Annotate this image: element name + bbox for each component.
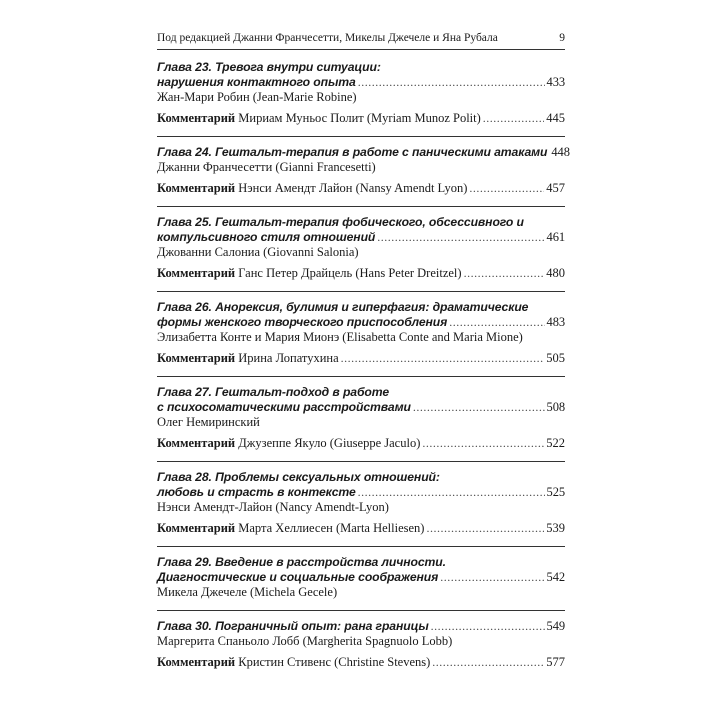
chapter-author: Джанни Франчесетти (Gianni Francesetti): [157, 160, 376, 174]
comment-line: [157, 111, 565, 126]
chapter-title: [157, 300, 565, 330]
comment-label: Комментарий: [157, 655, 236, 669]
comment-label: Комментарий: [157, 266, 236, 280]
comment-author: Джузеппе Якуло (Giuseppe Jaculo): [238, 436, 421, 450]
chapter-title: [157, 215, 565, 245]
chapter-title-line: Глава 24. Гештальт-терапия в работе с паническими атаками: [157, 145, 548, 159]
dot-leader: [413, 400, 545, 415]
chapter-title-last-line: [157, 570, 565, 585]
chapter-title-last-line: [157, 315, 565, 330]
dot-leader: [422, 436, 544, 451]
chapter-title-line: Глава 29. Введение в расстройства личности.: [157, 555, 446, 569]
comment-label: Комментарий: [157, 436, 236, 450]
comment-page-number: 577: [546, 655, 565, 669]
chapter-title-line: компульсивного стиля отношений: [157, 230, 376, 244]
chapter-title: [157, 60, 565, 90]
chapter-title: [157, 470, 565, 500]
dot-leader: [464, 266, 545, 281]
chapter-author: Элизабетта Конте и Мария Мионэ (Elisabetta Conte and Maria Mione): [157, 330, 523, 344]
chapter-title-line: Глава 27. Гештальт-подход в работе: [157, 385, 390, 399]
chapter-title-last-line: [157, 75, 565, 90]
chapter-author: Маргерита Спаньоло Лобб (Margherita Spagnuolo Lobb): [157, 634, 453, 648]
chapter-title-last-line: [157, 485, 565, 500]
toc-entry[interactable]: [157, 610, 565, 680]
dot-leader: [449, 315, 544, 330]
toc-entry[interactable]: [157, 136, 570, 206]
chapter-title-line: Глава 26. Анорексия, булимия и гиперфагия: драматические: [157, 300, 529, 314]
toc-entry[interactable]: [157, 376, 565, 461]
comment-line: [157, 521, 565, 536]
toc-page: [157, 32, 570, 680]
chapter-title-line: Глава 25. Гештальт-терапия фобического, обсессивного и: [157, 215, 524, 229]
chapter-title-line: Диагностические и социальные соображения: [157, 570, 439, 584]
comment-author: Мириам Муньос Полит (Myriam Munoz Polit): [238, 111, 481, 125]
running-title: Под редакцией Джанни Франчесетти, Микелы Джечеле и Яна Рубала: [157, 32, 498, 44]
comment-text: [157, 351, 339, 366]
dot-leader: [426, 521, 544, 536]
chapter-page-number: 525: [546, 485, 565, 499]
chapter-title: [157, 555, 565, 585]
chapter-title-line: с психосоматическими расстройствами: [157, 400, 411, 414]
chapter-page-number: 549: [546, 619, 565, 633]
chapter-page-number: 448: [551, 145, 570, 159]
chapter-title-line: Глава 23. Тревога внутри ситуации:: [157, 60, 381, 74]
chapter-author: Нэнси Амендт-Лайон (Nancy Amendt-Lyon): [157, 500, 389, 514]
comment-text: [157, 181, 467, 196]
comment-text: [157, 521, 424, 536]
comment-page-number: 445: [546, 111, 565, 125]
dot-leader: [431, 619, 545, 634]
chapter-title-last-line: [157, 230, 565, 245]
toc-entry[interactable]: [157, 291, 565, 376]
comment-label: Комментарий: [157, 351, 236, 365]
comment-line: [157, 655, 565, 670]
comment-text: [157, 111, 481, 126]
comment-author: Ганс Петер Драйцель (Hans Peter Dreitzel): [238, 266, 462, 280]
chapter-author: Олег Немиринский: [157, 415, 260, 429]
chapter-title: [157, 145, 570, 160]
comment-text: [157, 266, 462, 281]
comment-text: [157, 655, 430, 670]
comment-author: Нэнси Амендт Лайон (Nansy Amendt Lyon): [238, 181, 468, 195]
chapter-title-line: Глава 30. Пограничный опыт: рана границы: [157, 619, 429, 633]
comment-text: [157, 436, 420, 451]
toc-entries: [157, 60, 570, 680]
chapter-title-last-line: [157, 400, 565, 415]
toc-entry[interactable]: [157, 461, 565, 546]
chapter-title-last-line: [157, 619, 565, 634]
chapter-page-number: 461: [546, 230, 565, 244]
comment-label: Комментарий: [157, 181, 236, 195]
dot-leader: [483, 111, 544, 126]
comment-line: [157, 351, 565, 366]
dot-leader: [469, 181, 544, 196]
dot-leader: [440, 570, 544, 585]
chapter-page-number: 542: [546, 570, 565, 584]
page-number: 9: [559, 32, 565, 44]
comment-page-number: 522: [546, 436, 565, 450]
toc-entry[interactable]: [157, 546, 565, 610]
comment-author: Ирина Лопатухина: [238, 351, 339, 365]
chapter-title-line: любовь и страсть в контексте: [157, 485, 356, 499]
comment-label: Комментарий: [157, 521, 236, 535]
comment-page-number: 457: [546, 181, 565, 195]
dot-leader: [358, 485, 545, 500]
chapter-author: Джованни Салониа (Giovanni Salonia): [157, 245, 359, 259]
comment-page-number: 480: [546, 266, 565, 280]
chapter-page-number: 433: [546, 75, 565, 89]
toc-entry[interactable]: [157, 206, 565, 291]
comment-line: [157, 266, 565, 281]
chapter-title: [157, 619, 565, 634]
comment-author: Марта Хеллиесен (Marta Helliesen): [238, 521, 425, 535]
chapter-title-line: формы женского творческого приспособления: [157, 315, 448, 329]
running-header: [157, 32, 565, 50]
dot-leader: [432, 655, 544, 670]
comment-line: [157, 181, 565, 196]
chapter-title: [157, 385, 565, 415]
dot-leader: [358, 75, 545, 90]
chapter-title-line: Глава 28. Проблемы сексуальных отношений:: [157, 470, 440, 484]
dot-leader: [377, 230, 544, 245]
comment-author: Кристин Стивенс (Christine Stevens): [238, 655, 431, 669]
chapter-author: Жан-Мари Робин (Jean-Marie Robine): [157, 90, 357, 104]
chapter-page-number: 483: [546, 315, 565, 329]
chapter-author: Микела Джечеле (Michela Gecele): [157, 585, 338, 599]
chapter-title-last-line: [157, 145, 570, 160]
chapter-page-number: 508: [546, 400, 565, 414]
toc-entry[interactable]: [157, 60, 565, 136]
comment-line: [157, 436, 565, 451]
chapter-title-line: нарушения контактного опыта: [157, 75, 356, 89]
comment-page-number: 539: [546, 521, 565, 535]
dot-leader: [341, 351, 545, 366]
comment-label: Комментарий: [157, 111, 236, 125]
comment-page-number: 505: [546, 351, 565, 365]
